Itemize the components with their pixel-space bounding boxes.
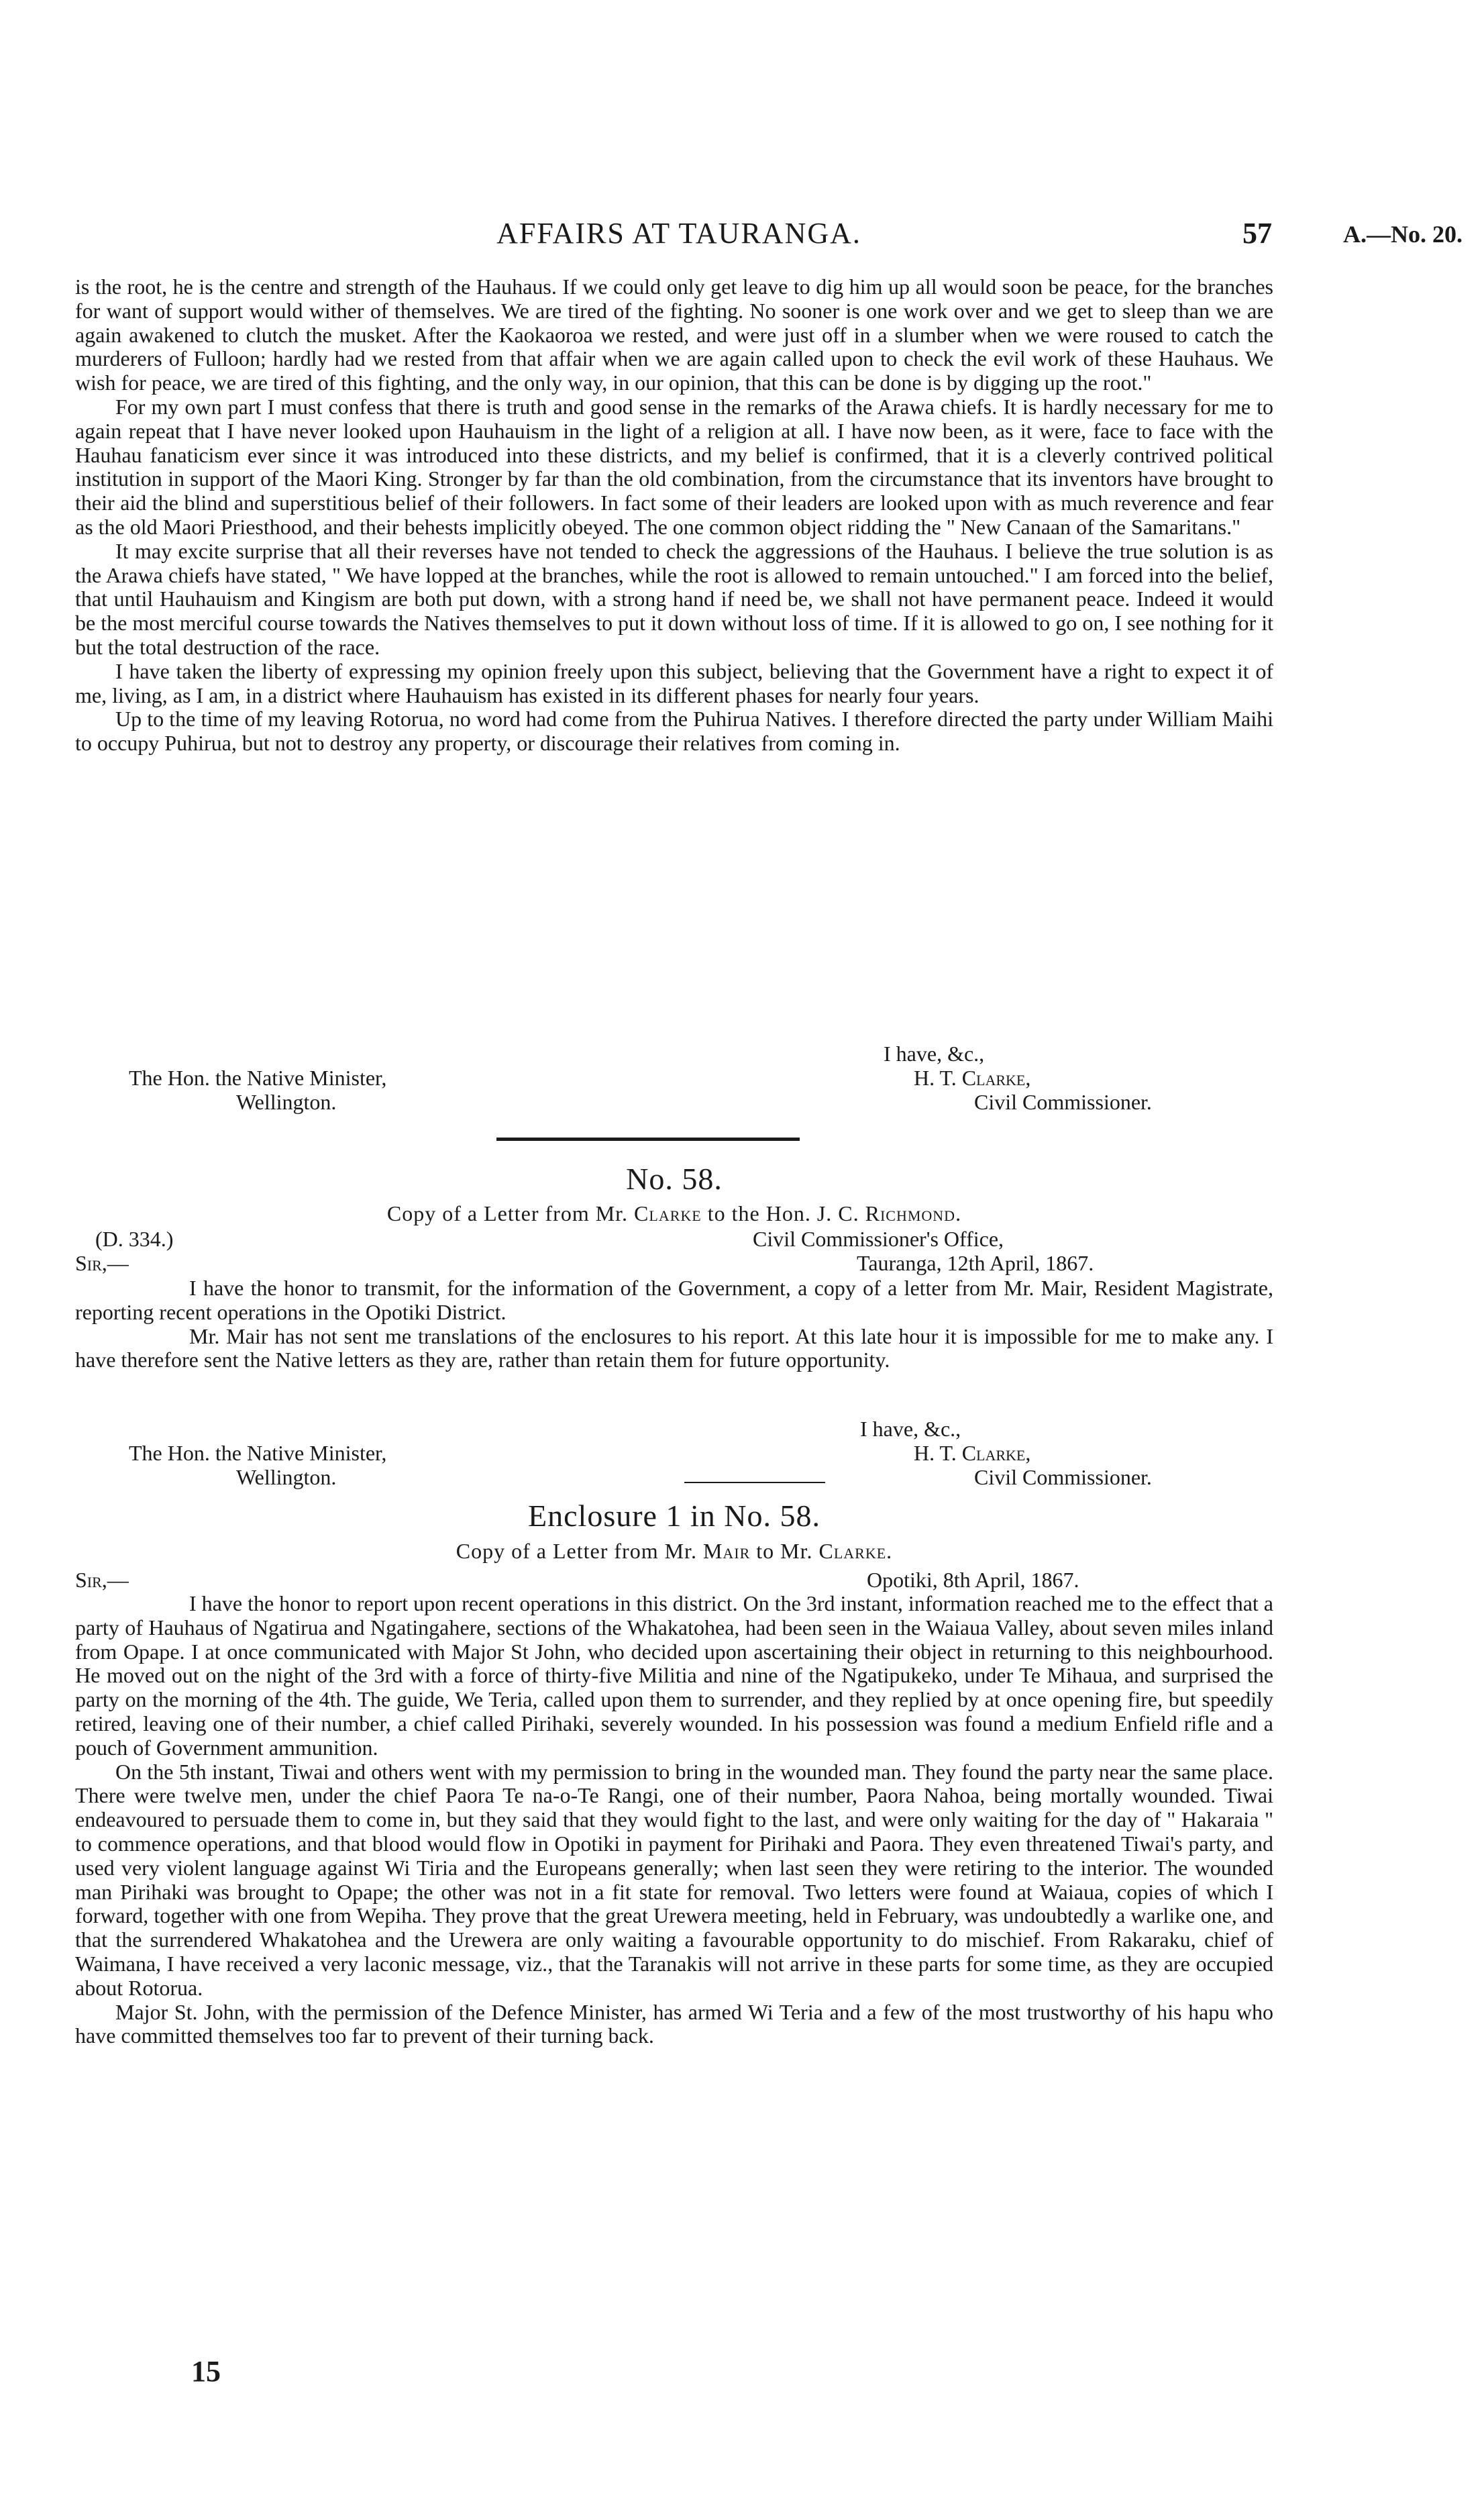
paragraph: Up to the time of my leaving Rotorua, no word had come from the Puhirua Natives. I therefore directed the party under William Maihi to occupy Puhirua, but not to destroy any property, or discourage their relatives from coming in.	[75, 707, 1273, 756]
subheading-text: to the Hon. J. C.	[707, 1201, 859, 1225]
sender-name: Clarke	[634, 1201, 702, 1225]
section3-body	[75, 1592, 1273, 2048]
running-header	[75, 216, 1463, 256]
letter-meta-row	[75, 1568, 1273, 1592]
paragraph: Major St. John, with the permission of the Defence Minister, has armed Wi Teria and a few of the most trustworthy of his hapu who have committed themselves too far to prevent of their turning back.	[75, 1999, 1273, 2048]
paragraph: For my own part I must confess that there is truth and good sense in the remarks of the Arawa chiefs. It is hardly necessary for me to again repeat that I have never looked upon Hauhauism in the light of a religion at all. I have now been, as it were, face to face with the Hauhau fanaticism ever since it was introduced into these districts, and my belief is confirmed, that it is a cleverly contrived political institution in support of the Maori King. Stronger by far than the old combination, from the circumstance that its inventors have brought to their aid the blind and superstitious belief of their followers. In fact some of their leaders are looked upon with as much reverence and fear as the old Maori Priesthood, and their behests implicitly obeyed. The one common object ridding the " New Canaan of the Samaritans."	[75, 394, 1273, 539]
recipient-name: Richmond.	[865, 1201, 962, 1225]
section2-body	[75, 1276, 1273, 1372]
paragraph: I have the honor to transmit, for the information of the Government, a copy of a letter from Mr. Mair, Resident Magistrate, reporting recent operations in the Opotiki District.	[75, 1276, 1273, 1324]
addressee: The Hon. the Native Minister,	[129, 1440, 387, 1465]
place-date: Tauranga, 12th April, 1867.	[857, 1251, 1094, 1275]
salutation: Sir,—	[75, 1251, 129, 1275]
document-reference: A.—No. 20.	[1343, 221, 1463, 248]
section2-subheading	[75, 1201, 1273, 1226]
signature-mark: 15	[191, 2355, 221, 2388]
page-number: 57	[1242, 217, 1272, 250]
section1-body	[75, 275, 1273, 756]
salutation: Sir,—	[75, 1568, 129, 1592]
closing: I have, &c.,	[860, 1417, 961, 1441]
section2-signature-block	[75, 1417, 1273, 1489]
letter-ref: (D. 334.)	[95, 1227, 174, 1251]
addressee-city: Wellington.	[236, 1089, 337, 1114]
paragraph: I have taken the liberty of expressing my opinion freely upon this subject, believing that the Government have a right to expect it of me, living, as I am, in a district where Hauhauism has existed in its different phases for nearly four years.	[75, 658, 1273, 707]
letter-meta-row	[75, 1251, 1273, 1275]
place-date: Opotiki, 8th April, 1867.	[867, 1568, 1079, 1592]
signatory-title: Civil Commissioner.	[974, 1464, 1152, 1489]
subheading-text: Copy of a Letter from Mr.	[456, 1539, 697, 1563]
section3-subheading	[75, 1539, 1273, 1564]
subheading-text: Copy of a Letter from Mr.	[386, 1201, 629, 1225]
addressee-city: Wellington.	[236, 1464, 337, 1489]
subheading-text: to Mr.	[756, 1539, 813, 1563]
recipient-name: Clarke.	[818, 1539, 893, 1563]
signatory: H. T. Clarke,	[914, 1065, 1031, 1090]
section2-heading: No. 58.	[626, 1162, 723, 1196]
office: Civil Commissioner's Office,	[753, 1227, 1004, 1251]
paragraph: is the root, he is the centre and strength of the Hauhaus. If we could only get leave to dig him up all would soon be peace, for the branches for want of support would wither of themselves. We are tired of the fighting. No sooner is one work over and we get to sleep than we are again awakened to clutch the musket. After the Kaokaoroa we rested, and were just off in a slumber when we were roused to catch the murderers of Fulloon; hardly had we rested from that affair when we are again called upon to check the evil work of these Hauhaus. We wish for peace, we are tired of this fighting, and the only way, in our opinion, that this can be done is by digging up the root."	[75, 274, 1273, 395]
paragraph: On the 5th instant, Tiwai and others went with my permission to bring in the wounded man. They found the party near the same place. There were twelve men, under the chief Paora Te na-o-Te Rangi, one of their number, Paora Nahoa, being mortally wounded. Tiwai endeavoured to persuade them to come in, but they said that they would fight to the last, and were only waiting for the day of " Hakaraia " to commence operations, and that blood would flow in Opotiki in payment for Pirihaki and Paora. They even threatened Tiwai's party, and used very violent language against Wi Tiria and the Europeans generally; when last seen they were retiring to the interior. The wounded man Pirihaki was brought to Opape; the other was not in a fit state for removal. Two letters were found at Waiaua, copies of which I forward, together with one from Wepiha. They prove that the great Urewera meeting, held in February, was undoubtedly a warlike one, and that the surrendered Whakatohea and the Urewera are only waiting a favourable opportunity to do mischief. From Rakaraku, chief of Waimana, I have received a very laconic message, viz., that the Taranakis will not arrive in these parts for some time, as they are occupied about Rotorua.	[75, 1759, 1273, 2000]
paragraph: Mr. Mair has not sent me translations of the enclosures to his report. At this late hour it is impossible for me to make any. I have therefore sent the Native letters as they are, rather than retain them for future opportunity.	[75, 1323, 1273, 1372]
section-divider	[496, 1138, 800, 1141]
letter-meta-row	[75, 1227, 1273, 1251]
sender-name: Mair	[702, 1539, 751, 1563]
closing: I have, &c.,	[884, 1042, 985, 1066]
section1-signature-block	[75, 1042, 1273, 1114]
page-title: AFFAIRS AT TAURANGA.	[496, 217, 861, 250]
paragraph: It may excite surprise that all their reverses have not tended to check the aggressions of the Hauhaus. I believe the true solution is as the Arawa chiefs have stated, " We have lopped at the branches, while the root is allowed to remain untouched." I am forced into the belief, that until Hauhauism and Kingism are both put down, with a strong hand if need be, we shall not have permanent peace. Indeed it would be the most merciful course towards the Natives themselves to put it down without loss of time. If it is allowed to go on, I see nothing for it but the total destruction of the race.	[75, 538, 1273, 659]
signatory-title: Civil Commissioner.	[974, 1089, 1152, 1114]
addressee: The Hon. the Native Minister,	[129, 1065, 387, 1090]
signatory: H. T. Clarke,	[914, 1440, 1031, 1465]
paragraph: I have the honor to report upon recent operations in this district. On the 3rd instant, information reached me to the effect that a party of Hauhaus of Ngatirua and Ngatingahere, sections of the Whakatohea, had been seen in the Waiaua Valley, about seven miles inland from Opape. I at once communicated with Major St John, who decided upon ascertaining their object in returning to this neighbourhood. He moved out on the night of the 3rd with a force of thirty-five Militia and nine of the Ngatipukeko, under Te Mihaua, and surprised the party on the morning of the 4th. The guide, We Teria, called upon them to surrender, and they replied by at once opening fire, but speedily retired, leaving one of their number, a chief called Pirihaki, severely wounded. In his possession was found a medium Enfield rifle and a pouch of Government ammunition.	[75, 1591, 1273, 1760]
section3-heading: Enclosure 1 in No. 58.	[528, 1499, 820, 1533]
short-divider	[684, 1482, 825, 1483]
